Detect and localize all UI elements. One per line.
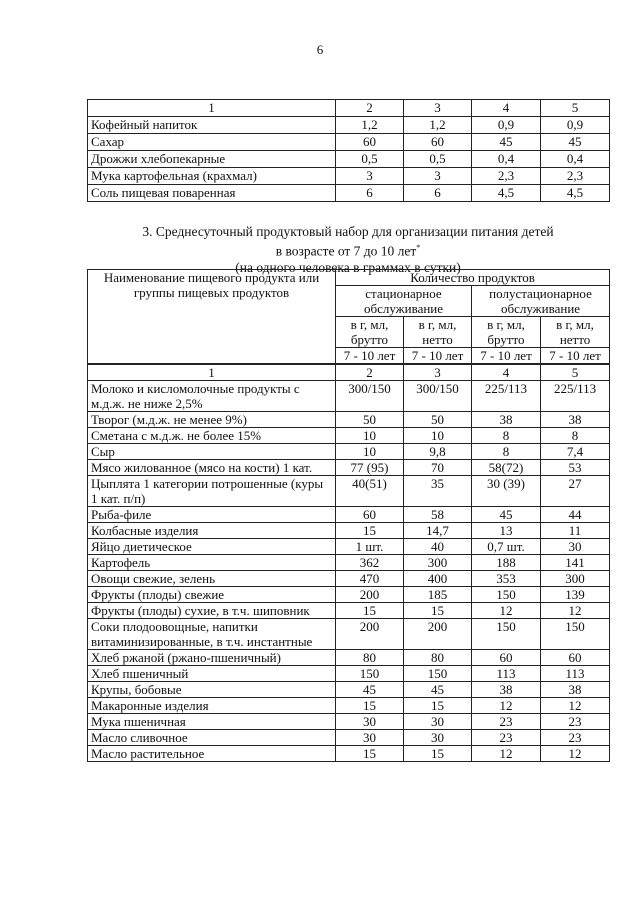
value-cell: 11 — [541, 523, 610, 539]
value-cell: 30 (39) — [472, 476, 541, 507]
col-header-quantity: Количество продуктов — [336, 270, 610, 286]
value-cell: 150 — [336, 666, 404, 682]
value-cell: 45 — [404, 682, 472, 698]
value-cell: 80 — [404, 650, 472, 666]
table-row — [88, 412, 610, 428]
value-cell: 2,3 — [541, 168, 610, 185]
value-cell: 15 — [336, 603, 404, 619]
value-cell: 45 — [472, 507, 541, 523]
table-row — [88, 698, 610, 714]
product-name: Картофель — [88, 555, 336, 571]
value-cell: 45 — [541, 134, 610, 151]
value-cell: 10 — [404, 428, 472, 444]
col-header-brutto: в г, мл, брутто — [472, 317, 541, 348]
value-cell: 0,4 — [472, 151, 541, 168]
value-cell: 300 — [404, 555, 472, 571]
product-name: Творог (м.д.ж. не менее 9%) — [88, 412, 336, 428]
table-row — [88, 444, 610, 460]
table-row — [88, 650, 610, 666]
table-row — [88, 603, 610, 619]
product-name: Соки плодоовощные, напитки витаминизированные, в т.ч. инстантные — [88, 619, 336, 650]
product-name: Дрожжи хлебопекарные — [88, 151, 336, 168]
value-cell: 38 — [541, 682, 610, 698]
product-name: Яйцо диетическое — [88, 539, 336, 555]
product-name: Колбасные изделия — [88, 523, 336, 539]
numbering-row — [88, 364, 610, 381]
value-cell: 150 — [472, 619, 541, 650]
header-cell: 2 — [336, 100, 404, 117]
value-cell: 15 — [404, 603, 472, 619]
numbering-cell: 3 — [404, 364, 472, 381]
table-row — [88, 539, 610, 555]
value-cell: 23 — [472, 730, 541, 746]
value-cell: 12 — [541, 603, 610, 619]
value-cell: 3 — [404, 168, 472, 185]
table-row — [88, 460, 610, 476]
value-cell: 38 — [541, 412, 610, 428]
value-cell: 30 — [541, 539, 610, 555]
value-cell: 300/150 — [404, 381, 472, 412]
value-cell: 188 — [472, 555, 541, 571]
value-cell: 200 — [336, 619, 404, 650]
product-name: Фрукты (плоды) свежие — [88, 587, 336, 603]
value-cell: 185 — [404, 587, 472, 603]
col-header-brutto: в г, мл, брутто — [336, 317, 404, 348]
value-cell: 58(72) — [472, 460, 541, 476]
table-row — [88, 587, 610, 603]
heading-line-1: 3. Среднесуточный продуктовый набор для организации питания детей — [142, 224, 554, 239]
value-cell: 0,5 — [404, 151, 472, 168]
table-row — [88, 134, 610, 151]
value-cell: 0,5 — [336, 151, 404, 168]
table-row — [88, 168, 610, 185]
value-cell: 0,9 — [472, 117, 541, 134]
table-header-row — [88, 100, 610, 117]
numbering-cell: 5 — [541, 364, 610, 381]
value-cell: 150 — [472, 587, 541, 603]
value-cell: 139 — [541, 587, 610, 603]
value-cell: 0,4 — [541, 151, 610, 168]
table-row — [88, 381, 610, 412]
value-cell: 58 — [404, 507, 472, 523]
col-header-age: 7 - 10 лет — [472, 348, 541, 365]
product-name: Рыба-филе — [88, 507, 336, 523]
value-cell: 150 — [404, 666, 472, 682]
product-name: Сахар — [88, 134, 336, 151]
value-cell: 2,3 — [472, 168, 541, 185]
value-cell: 113 — [541, 666, 610, 682]
table-row — [88, 555, 610, 571]
value-cell: 12 — [472, 603, 541, 619]
value-cell: 0,9 — [541, 117, 610, 134]
value-cell: 70 — [404, 460, 472, 476]
value-cell: 15 — [404, 746, 472, 762]
product-name: Мясо жилованное (мясо на кости) 1 кат. — [88, 460, 336, 476]
product-name: Макаронные изделия — [88, 698, 336, 714]
product-set-table — [87, 269, 610, 762]
product-name: Сметана с м.д.ж. не более 15% — [88, 428, 336, 444]
table-row — [88, 428, 610, 444]
product-name: Мука картофельная (крахмал) — [88, 168, 336, 185]
value-cell: 200 — [336, 587, 404, 603]
value-cell: 38 — [472, 682, 541, 698]
value-cell: 12 — [472, 698, 541, 714]
value-cell: 1,2 — [404, 117, 472, 134]
col-header-stationary: стационарное обслуживание — [336, 286, 472, 317]
numbering-cell: 1 — [88, 364, 336, 381]
value-cell: 362 — [336, 555, 404, 571]
value-cell: 14,7 — [404, 523, 472, 539]
table-row — [88, 666, 610, 682]
value-cell: 9,8 — [404, 444, 472, 460]
value-cell: 7,4 — [541, 444, 610, 460]
heading-line-2: в возрасте от 7 до 10 лет* — [275, 243, 421, 259]
product-name: Кофейный напиток — [88, 117, 336, 134]
product-name: Соль пищевая поваренная — [88, 185, 336, 202]
value-cell: 0,7 шт. — [472, 539, 541, 555]
table-row — [88, 151, 610, 168]
heading-line-3: (на одного человека в граммах в сутки) — [235, 259, 461, 275]
value-cell: 8 — [472, 428, 541, 444]
value-cell: 353 — [472, 571, 541, 587]
table-row — [88, 746, 610, 762]
value-cell: 23 — [472, 714, 541, 730]
product-name: Сыр — [88, 444, 336, 460]
value-cell: 200 — [404, 619, 472, 650]
value-cell: 470 — [336, 571, 404, 587]
value-cell: 77 (95) — [336, 460, 404, 476]
section-heading — [87, 224, 609, 276]
value-cell: 60 — [336, 507, 404, 523]
table-row — [88, 571, 610, 587]
value-cell: 15 — [336, 523, 404, 539]
value-cell: 30 — [404, 714, 472, 730]
value-cell: 225/113 — [472, 381, 541, 412]
value-cell: 12 — [472, 746, 541, 762]
value-cell: 44 — [541, 507, 610, 523]
header-cell: 4 — [472, 100, 541, 117]
product-name: Молоко и кисломолочные продукты с м.д.ж. не ниже 2,5% — [88, 381, 336, 412]
product-name: Фрукты (плоды) сухие, в т.ч. шиповник — [88, 603, 336, 619]
col-header-age: 7 - 10 лет — [404, 348, 472, 365]
product-name: Овощи свежие, зелень — [88, 571, 336, 587]
footnote-mark: * — [416, 243, 421, 252]
value-cell: 12 — [541, 698, 610, 714]
value-cell: 60 — [541, 650, 610, 666]
value-cell: 53 — [541, 460, 610, 476]
value-cell: 40(51) — [336, 476, 404, 507]
product-name: Цыплята 1 категории потрошенные (куры 1 кат. п/п) — [88, 476, 336, 507]
value-cell: 400 — [404, 571, 472, 587]
table-row — [88, 476, 610, 507]
numbering-cell: 4 — [472, 364, 541, 381]
value-cell: 113 — [472, 666, 541, 682]
table-row — [88, 117, 610, 134]
page-number: 6 — [316, 42, 324, 57]
product-name: Масло сливочное — [88, 730, 336, 746]
table-row — [88, 730, 610, 746]
value-cell: 150 — [541, 619, 610, 650]
value-cell: 60 — [472, 650, 541, 666]
value-cell: 80 — [336, 650, 404, 666]
value-cell: 27 — [541, 476, 610, 507]
value-cell: 12 — [541, 746, 610, 762]
value-cell: 8 — [541, 428, 610, 444]
table-row — [88, 714, 610, 730]
value-cell: 300/150 — [336, 381, 404, 412]
value-cell: 1,2 — [336, 117, 404, 134]
col-header-product: Наименование пищевого продукта или группы пищевых продуктов — [88, 270, 336, 365]
value-cell: 45 — [336, 682, 404, 698]
value-cell: 15 — [336, 746, 404, 762]
value-cell: 30 — [336, 730, 404, 746]
value-cell: 38 — [472, 412, 541, 428]
value-cell: 3 — [336, 168, 404, 185]
value-cell: 1 шт. — [336, 539, 404, 555]
value-cell: 60 — [404, 134, 472, 151]
value-cell: 30 — [336, 714, 404, 730]
product-name: Мука пшеничная — [88, 714, 336, 730]
value-cell: 23 — [541, 730, 610, 746]
table-row — [88, 682, 610, 698]
product-name: Хлеб пшеничный — [88, 666, 336, 682]
table-row — [88, 185, 610, 202]
table-continued — [87, 99, 610, 202]
value-cell: 10 — [336, 444, 404, 460]
value-cell: 23 — [541, 714, 610, 730]
header-cell: 5 — [541, 100, 610, 117]
value-cell: 8 — [472, 444, 541, 460]
value-cell: 50 — [336, 412, 404, 428]
value-cell: 225/113 — [541, 381, 610, 412]
value-cell: 10 — [336, 428, 404, 444]
value-cell: 15 — [404, 698, 472, 714]
table-row — [88, 619, 610, 650]
value-cell: 45 — [472, 134, 541, 151]
col-header-netto: в г, мл, нетто — [404, 317, 472, 348]
table-row — [88, 523, 610, 539]
value-cell: 4,5 — [472, 185, 541, 202]
product-name: Хлеб ржаной (ржано-пшеничный) — [88, 650, 336, 666]
value-cell: 4,5 — [541, 185, 610, 202]
value-cell: 60 — [336, 134, 404, 151]
value-cell: 30 — [404, 730, 472, 746]
value-cell: 141 — [541, 555, 610, 571]
value-cell: 6 — [404, 185, 472, 202]
value-cell: 35 — [404, 476, 472, 507]
value-cell: 50 — [404, 412, 472, 428]
value-cell: 300 — [541, 571, 610, 587]
value-cell: 13 — [472, 523, 541, 539]
col-header-age: 7 - 10 лет — [541, 348, 610, 365]
numbering-cell: 2 — [336, 364, 404, 381]
value-cell: 6 — [336, 185, 404, 202]
header-cell: 3 — [404, 100, 472, 117]
header-cell: 1 — [88, 100, 336, 117]
product-name: Крупы, бобовые — [88, 682, 336, 698]
product-name: Масло растительное — [88, 746, 336, 762]
table-row — [88, 507, 610, 523]
col-header-age: 7 - 10 лет — [336, 348, 404, 365]
value-cell: 40 — [404, 539, 472, 555]
col-header-semistationary: полустационарное обслуживание — [472, 286, 610, 317]
value-cell: 15 — [336, 698, 404, 714]
col-header-netto: в г, мл, нетто — [541, 317, 610, 348]
